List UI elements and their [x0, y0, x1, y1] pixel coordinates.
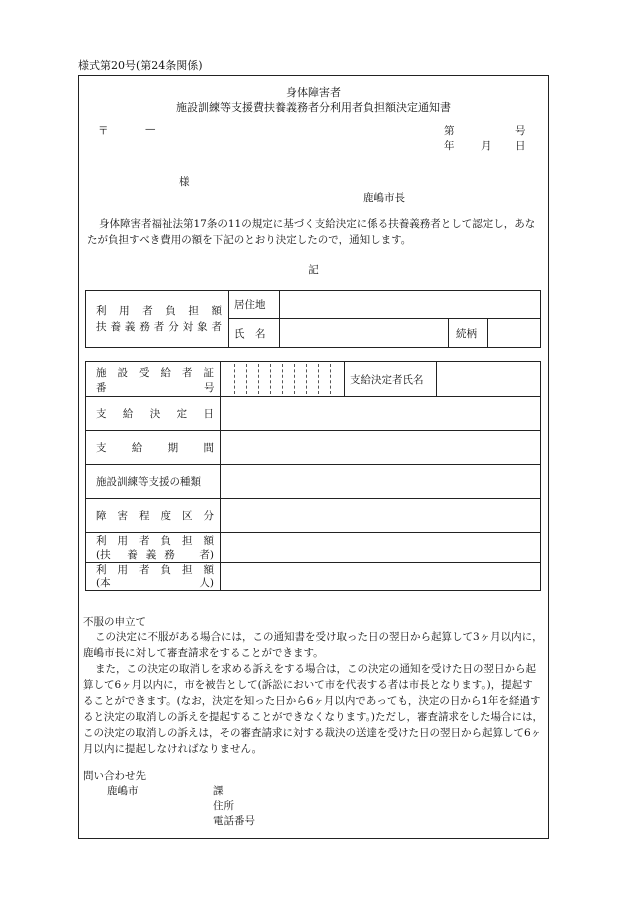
dependent-fee-label-2: (扶 養義務 者) [96, 549, 214, 561]
number-go: 号 [515, 125, 526, 137]
recipient-number-label-1: 施 設 受 給 者 証 [96, 367, 214, 379]
postal-mark: 〒 [98, 125, 109, 137]
support-type-label: 施設訓練等支援の種類 [96, 476, 201, 488]
date-day: 日 [515, 140, 526, 152]
postal-dash: — [145, 123, 156, 135]
ki-marker: 記 [308, 264, 319, 276]
self-fee-label-2: (本 人) [96, 577, 214, 589]
notice-body: 身体障害者福祉法第17条の11の規定に基づく支給決定に係る扶養義務者として認定し，あなたが負担すべき費用の額を下記のとおり決定したので，通知します。 [87, 218, 536, 246]
name-label: 氏 名 [234, 327, 266, 340]
decision-details-table [85, 361, 541, 591]
date-year: 年 [444, 140, 455, 152]
contact-section: 課 [213, 785, 224, 797]
self-fee-label-1: 利 用 者 負 担 額 [96, 564, 214, 576]
objection-paragraph-1: この決定に不服がある場合には，この通知書を受け取った日の翌日から起算して3ヶ月以内に，鹿嶋市長に対して審査請求をすることができます。 [83, 631, 543, 659]
title-line-1: 身体障害者 [286, 86, 341, 99]
recipient-number-label-2b: 号 [204, 382, 215, 394]
payment-period-label: 支 給 期 間 [96, 442, 214, 454]
date-month: 月 [481, 140, 492, 152]
form-number: 様式第20号(第24条関係) [78, 59, 203, 72]
target-person-table [85, 290, 541, 348]
number-dai: 第 [444, 125, 455, 137]
dependent-fee-label-1: 利 用 者 負 担 額 [96, 535, 214, 547]
disability-level-label: 障 害 程 度 区 分 [96, 510, 214, 522]
objection-paragraph-2: また，この決定の取消しを求める訴えをする場合は，この決定の通知を受けた日の翌日から起算して6ヶ月以内に，市を被告として(訴訟において市を代表する者は市長となります。)，提起することができます。(なお，決定を知った日から6ヶ月以内であっても，決定の日から1年を経過すると決定の取消しの訴えを提起することができなくなります。)ただし，審査請求をした場合には，この決定の取消しの訴えは，その審査請求に対する裁決の送達を受けた日の翌日から起算して6ヶ月以内に提起しなければなりません。 [83, 663, 544, 755]
document-title: 施設訓練等支援費扶養義務者分利用者負担額決定通知書 [176, 101, 451, 114]
decision-date-label: 支 給 決 定 日 [96, 408, 214, 420]
recipient-number-label-2a: 番 [96, 382, 107, 394]
contact-phone: 電話番号 [213, 815, 255, 827]
decision-person-label: 支給決定者氏名 [350, 373, 424, 386]
residence-label: 居住地 [234, 299, 266, 311]
notice-frame [78, 75, 549, 839]
issuer: 鹿嶋市長 [363, 192, 405, 204]
relation-label: 続柄 [456, 327, 477, 340]
target-label-line-1: 利 用 者 負 担 額 [96, 305, 222, 317]
contact-address: 住所 [213, 800, 234, 812]
addressee-sama: 様 [179, 176, 190, 188]
objection-heading: 不服の申立て [83, 616, 146, 628]
contact-city: 鹿嶋市 [107, 785, 139, 797]
target-label-line-2: 扶 養 義 務 者 分 対 象 者 [96, 321, 222, 333]
contact-heading: 問い合わせ先 [83, 770, 146, 782]
